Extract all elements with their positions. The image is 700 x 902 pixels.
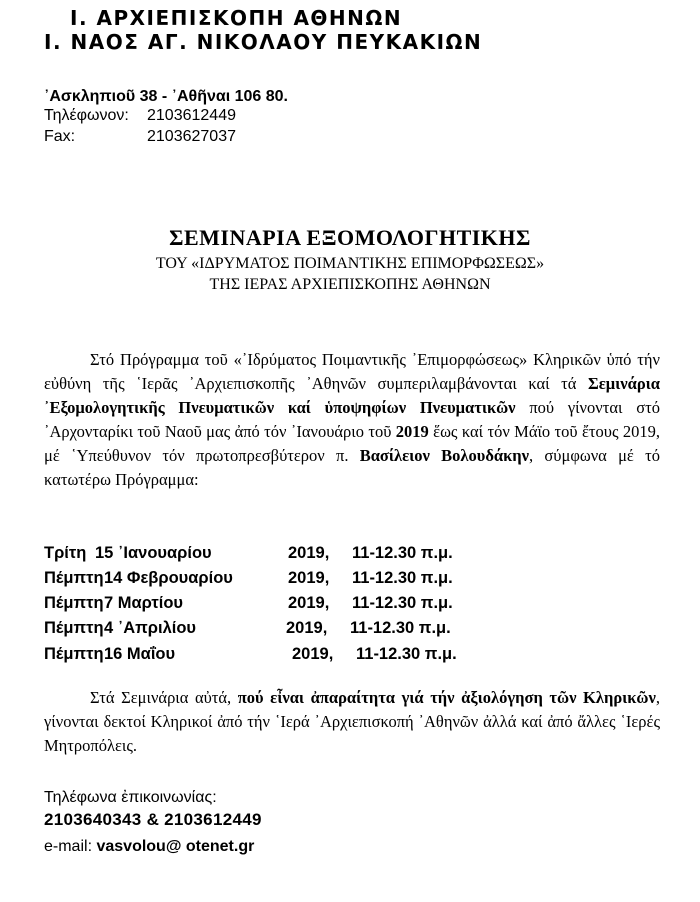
header-archdiocese: Ι. ΑΡΧΙΕΠΙΣΚΟΠΗ ΑΘΗΝΩΝ (70, 6, 403, 30)
schedule-day: Πέμπτη (44, 594, 104, 612)
schedule-time: 11-12.30 π.μ. (352, 594, 453, 612)
schedule-time: 11-12.30 π.μ. (350, 619, 451, 637)
p1-text-4: , σύμφωνα μέ τό κατωτέρω Πρόγραμμα: (44, 446, 660, 489)
p2-text-1: Στά Σεμινάρια αὐτά, (90, 688, 238, 707)
email-label: e-mail: (44, 838, 93, 855)
document-subtitle-1: ΤΟΥ «ΙΔΡΥΜΑΤΟΣ ΠΟΙΜΑΝΤΙΚΗΣ ΕΠΙΜΟΡΦΩΣΕΩΣ» (155, 255, 545, 272)
document-title: ΣΕΜΙΝΑΡΙΑ ΕΞΟΜΟΛΟΓΗΤΙΚΗΣ (169, 225, 531, 250)
p1-text-2: πού γίνονται στό ᾿Αρχονταρίκι τοῦ Ναοῦ μας ἀπό τόν ᾿Ιανουάριο τοῦ (44, 398, 660, 441)
contact-label: Τηλέφωνα ἐπικοινωνίας: (44, 789, 217, 806)
schedule-date: 16 Μαΐου (104, 645, 176, 663)
email-address: vasvolou@ otenet.gr (96, 838, 255, 855)
schedule-year: 2019, (288, 544, 330, 562)
contact-phones: 2103640343 & 2103612449 (44, 810, 262, 829)
closing-paragraph (44, 686, 660, 758)
header-church: Ι. ΝΑΟΣ ΑΓ. ΝΙΚΟΛΑΟΥ ΠΕΥΚΑΚΙΩΝ (44, 30, 483, 54)
fax-number: 2103627037 (147, 128, 236, 145)
schedule-row (44, 569, 544, 591)
schedule-year: 2019, (292, 645, 334, 663)
p1-bold-priest: Βασίλειον Βολουδάκην (359, 446, 530, 465)
schedule-day: Πέμπτη (44, 569, 104, 587)
address-phone (44, 107, 236, 125)
p1-text-1: Στό Πρόγραμμα τοῦ «᾿Ιδρύματος Ποιμαντικῆς ᾿Επιμορφώσεως» Κληρικῶν ὑπό τήν εὐθύνη τῆς ῾Ιερᾶς ᾿Αρχιεπισκοπῆς ᾿Αθηνῶν συμπεριλαμβάνονται καί τά (44, 350, 660, 393)
p2-text-2: , γίνονται δεκτοί Κληρικοί ἀπό τήν ῾Ιερά ᾿Αρχιεπισκοπή ᾿Αθηνῶν ἀλλά καί ἀπό ἄλλες ῾Ιερές Μητροπόλεις. (44, 688, 660, 755)
schedule-year: 2019, (288, 569, 330, 587)
schedule-row (44, 645, 544, 667)
schedule-row (44, 619, 544, 641)
schedule-time: 11-12.30 π.μ. (356, 645, 457, 663)
schedule-day: Τρίτη (44, 544, 87, 562)
p2-bold-evaluation: πού εἶναι ἀπαραίτητα γιά τήν ἀξιολόγηση τῶν Κληρικῶν (237, 688, 656, 707)
schedule-date: 4 ᾿Απριλίου (104, 619, 197, 637)
schedule-day: Πέμπτη (44, 619, 104, 637)
address-street-text: ᾿Ασκληπιοῦ 38 - ᾿Αθῆναι 106 80. (44, 88, 288, 105)
document-subtitle-2: ΤΗΣ ΙΕΡΑΣ ΑΡΧΙΕΠΙΣΚΟΠΗΣ ΑΘΗΝΩΝ (209, 276, 491, 293)
address-fax (44, 128, 236, 146)
fax-label: Fax: (44, 128, 76, 145)
p1-text-3: ἕως καί τόν Μάϊο τοῦ ἔτους 2019, μέ ῾Υπεύθυνον τόν πρωτοπρεσβύτερον π. (44, 422, 660, 465)
p1-bold-year: 2019 (395, 422, 429, 441)
schedule-date: 14 Φεβρουαρίου (104, 569, 233, 587)
schedule-date: 7 Μαρτίου (104, 594, 184, 612)
schedule-year: 2019, (286, 619, 328, 637)
schedule-year: 2019, (288, 594, 330, 612)
p1-bold-seminars: Σεμινάρια ᾿Εξομολογητικῆς Πνευματικῶν καί ὑποψηφίων Πνευματικῶν (44, 374, 660, 417)
schedule-time: 11-12.30 π.μ. (352, 569, 453, 587)
schedule-time: 11-12.30 π.μ. (352, 544, 453, 562)
phone-label: Τηλέφωνον: (44, 107, 129, 124)
intro-paragraph (44, 348, 660, 492)
contact-email (44, 838, 254, 856)
schedule-date: 15 ᾿Ιανουαρίου (95, 544, 212, 562)
phone-number: 2103612449 (147, 107, 236, 124)
schedule-day: Πέμπτη (44, 645, 104, 663)
schedule-row (44, 594, 544, 616)
address-street (44, 88, 288, 106)
schedule-row (44, 544, 544, 566)
